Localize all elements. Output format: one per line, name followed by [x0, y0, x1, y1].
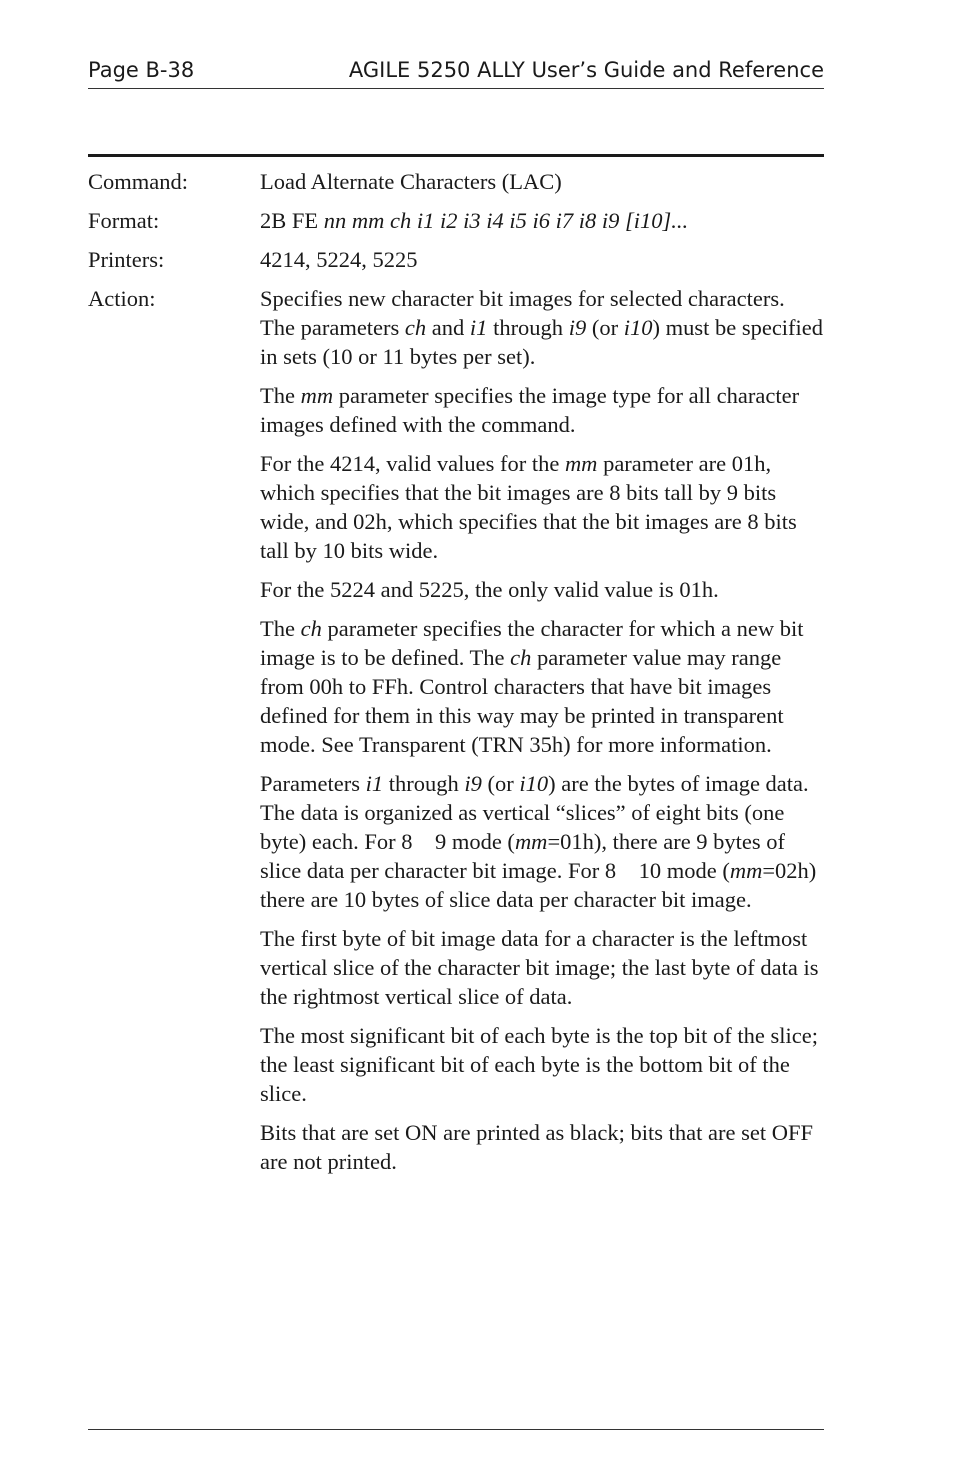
action-paragraph-4: For the 5224 and 5225, the only valid value is 01h. [260, 577, 719, 602]
command-entry [88, 167, 824, 1186]
action-paragraph-5: The ch parameter specifies the character for which a new bit image is to be defined. The ch parameter value may range from 00h to FFh. Control characters that have bit images defined for them in this way may be printed in transparent mode. See Transparent (TRN 35h) for more information. [260, 616, 804, 757]
format-row [88, 206, 824, 235]
action-row [88, 284, 824, 1176]
page-header [88, 58, 824, 89]
format-prefix: 2B FE [260, 208, 324, 233]
printers-label: Printers: [88, 247, 165, 272]
action-paragraph-6: Parameters i1 through i9 (or i10) are the bytes of image data. The data is organized as vertical “slices” of eight bits (one byte) each. For 8 9 mode (mm=01h), there are 9 bytes of slice data per character bit image. For 8 10 mode (mm=02h) there are 10 bytes of slice data per character bit image. [260, 771, 817, 912]
document-title: AGILE 5250 ALLY User’s Guide and Reference [348, 58, 824, 82]
command-value: Load Alternate Characters (LAC) [260, 169, 562, 194]
format-value [260, 206, 824, 235]
format-params: nn mm ch i1 i2 i3 i4 i5 i6 i7 i8 i9 [i10]... [323, 208, 689, 233]
page-footer-rule [88, 1429, 824, 1430]
action-paragraph-8: The most significant bit of each byte is the top bit of the slice; the least significant bit of each byte is the bottom bit of the slice. [260, 1023, 818, 1106]
action-label: Action: [88, 286, 156, 311]
format-label: Format: [88, 208, 160, 233]
printers-value: 4214, 5224, 5225 [260, 247, 418, 272]
command-row [88, 167, 824, 196]
section-top-rule [88, 154, 824, 157]
action-paragraph-1: Specifies new character bit images for selected characters. The parameters ch and i1 through i9 (or i10) must be specified in sets (10 or 11 bytes per set). [260, 286, 824, 369]
action-paragraph-7: The first byte of bit image data for a character is the leftmost vertical slice of the character bit image; the last byte of data is the rightmost vertical slice of data. [260, 926, 819, 1009]
action-paragraph-9: Bits that are set ON are printed as black; bits that are set OFF are not printed. [260, 1120, 813, 1174]
action-description [260, 284, 824, 1176]
printers-row [88, 245, 824, 274]
action-paragraph-3: For the 4214, valid values for the mm parameter are 01h, which specifies that the bit images are 8 bits tall by 9 bits wide, and 02h, which specifies that the bit images are 8 bits tall by 10 bits wide. [260, 451, 797, 563]
command-label: Command: [88, 169, 188, 194]
page-number: Page B-38 [88, 58, 195, 82]
action-paragraph-2: The mm parameter specifies the image type for all character images defined with the command. [260, 383, 800, 437]
